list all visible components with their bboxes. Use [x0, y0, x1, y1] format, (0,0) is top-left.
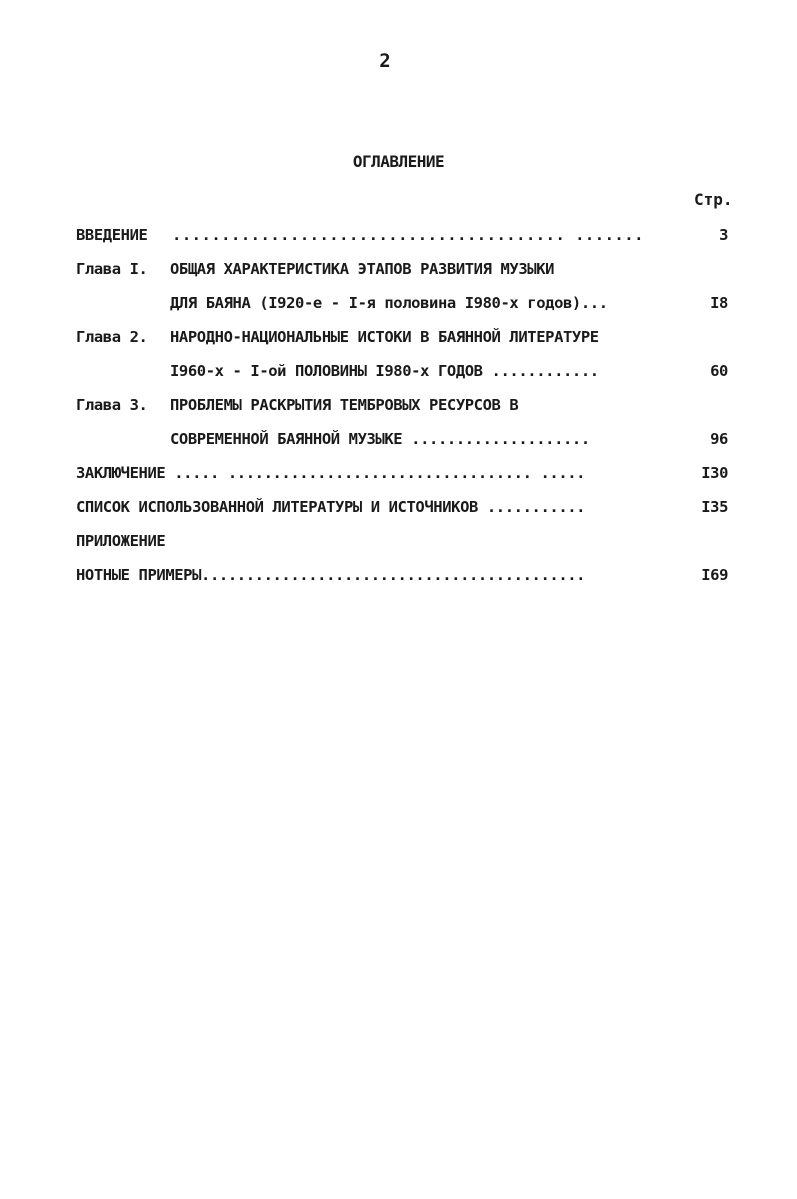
toc-entry-page: 3 [719, 226, 728, 244]
toc-entry-page: I69 [701, 566, 728, 584]
toc-entry-title: ПРИЛОЖЕНИЕ [76, 532, 166, 550]
toc-entry-title: ОБЩАЯ ХАРАКТЕРИСТИКА ЭТАПОВ РАЗВИТИЯ МУЗЫКИ [170, 260, 555, 278]
toc-entry-title-cont: I960-х - I-ой ПОЛОВИНЫ I980-х ГОДОВ ............ [170, 362, 599, 380]
toc-entry-chapter-2-cont[interactable] [76, 360, 736, 394]
toc-entry-page: I30 [701, 464, 728, 482]
toc-leader-dots: ........................................ ....... [172, 226, 644, 244]
toc-entry-chapter-1[interactable] [76, 258, 736, 292]
toc-chapter-prefix: Глава I. [76, 260, 148, 278]
toc-entry-title: НОТНЫЕ ПРИМЕРЫ........................................... [76, 566, 586, 584]
toc-entry-title: НАРОДНО-НАЦИОНАЛЬНЫЕ ИСТОКИ В БАЯННОЙ ЛИТЕРАТУРЕ [170, 328, 599, 346]
toc-entry-chapter-3-cont[interactable] [76, 428, 736, 462]
toc-entry-appendix[interactable] [76, 530, 736, 564]
toc-entry-page: 96 [710, 430, 728, 448]
toc-entry-page: I35 [701, 498, 728, 516]
page-number: 2 [379, 50, 391, 72]
toc-entry-page: I8 [710, 294, 728, 312]
page-column-label: Стр. [694, 190, 733, 209]
table-of-contents [76, 224, 736, 598]
toc-entry-music-examples[interactable] [76, 564, 736, 598]
toc-entry-chapter-2[interactable] [76, 326, 736, 360]
toc-entry-title-cont: ДЛЯ БАЯНА (I920-е - I-я половина I980-х годов)... [170, 294, 608, 312]
toc-entry-title: ПРОБЛЕМЫ РАСКРЫТИЯ ТЕМБРОВЫХ РЕСУРСОВ В [170, 396, 519, 414]
toc-chapter-prefix: Глава 2. [76, 328, 148, 346]
toc-entry-bibliography[interactable] [76, 496, 736, 530]
toc-chapter-prefix: Глава 3. [76, 396, 148, 414]
toc-entry-chapter-1-cont[interactable] [76, 292, 736, 326]
toc-entry-introduction[interactable] [76, 224, 736, 258]
toc-entry-title: ЗАКЛЮЧЕНИЕ ..... .................................. ..... [76, 464, 586, 482]
toc-title: ОГЛАВЛЕНИЕ [352, 152, 445, 171]
toc-entry-conclusion[interactable] [76, 462, 736, 496]
toc-entry-title: СПИСОК ИСПОЛЬЗОВАННОЙ ЛИТЕРАТУРЫ И ИСТОЧНИКОВ ........... [76, 498, 586, 516]
toc-entry-chapter-3[interactable] [76, 394, 736, 428]
toc-entry-page: 60 [710, 362, 728, 380]
toc-entry-title: ВВЕДЕНИЕ [76, 226, 148, 244]
toc-entry-title-cont: СОВРЕМЕННОЙ БАЯННОЙ МУЗЫКЕ .................... [170, 430, 590, 448]
